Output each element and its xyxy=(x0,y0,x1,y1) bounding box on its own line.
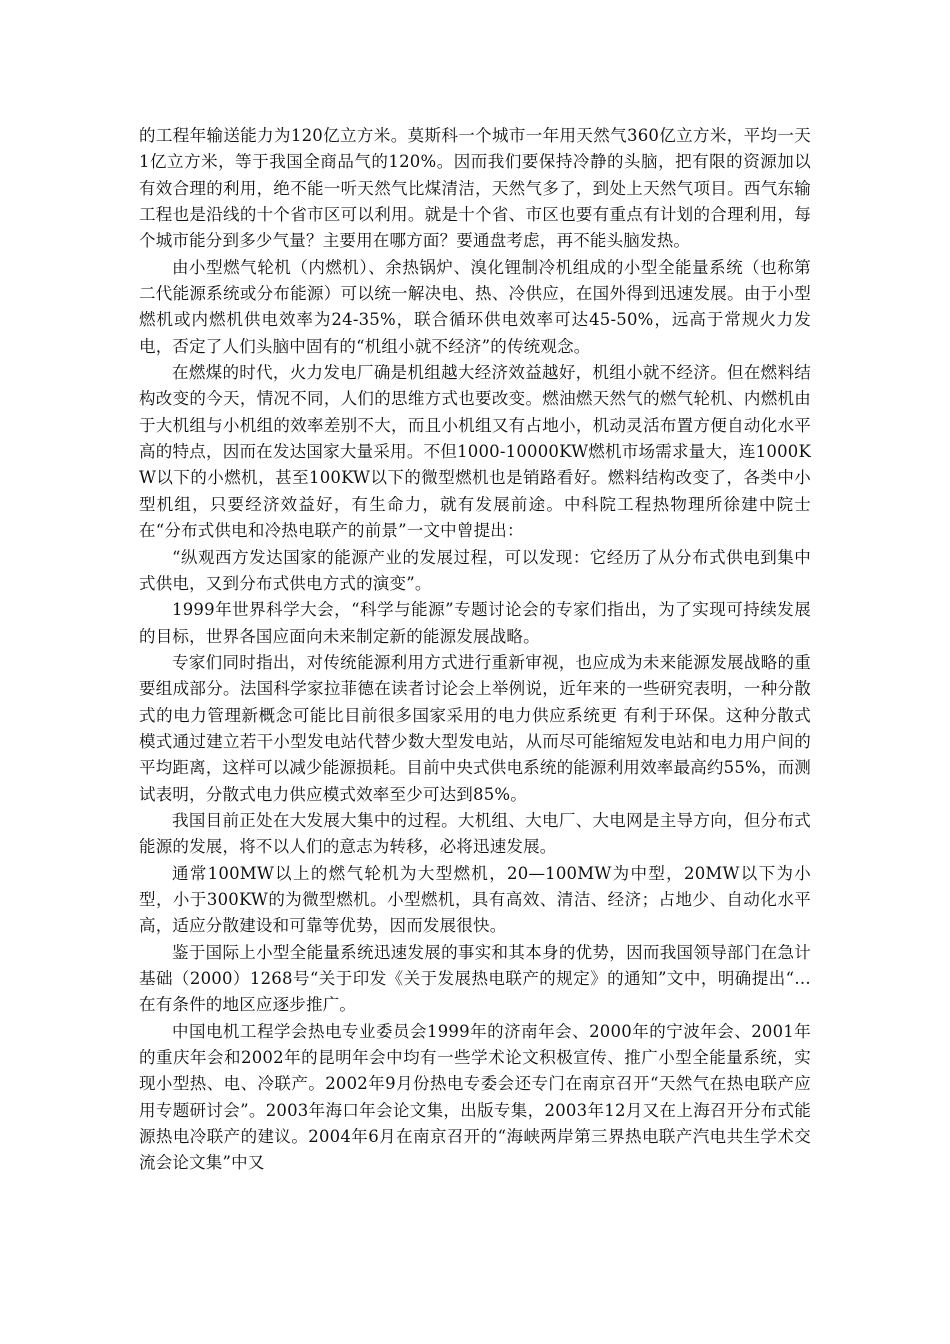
paragraph-1: 的工程年输送能力为120亿立方米。莫斯科一个城市一年用天然气360亿立方米，平均一天1亿立方米，等于我国全商品气的120%。因而我们要保持冷静的头脑，把有限的资源加以有效合理的利用，绝不能一听天然气比煤清洁，天然气多了，到处上天然气项目。西气东输工程也是沿线的十个省市区可以利用。就是十个省、市区也要有重点有计划的合理利用，每个城市能分到多少气量？主要用在哪方面？要通盘考虑，再不能头脑发热。 xyxy=(139,126,811,251)
paragraph-5: 1999年世界科学大会，“科学与能源”专题讨论会的专家们指出，为了实现可持续发展的目标，世界各国应面向未来制定新的能源发展战略。 xyxy=(139,600,811,646)
document-page xyxy=(139,123,811,1177)
paragraph-10: 中国电机工程学会热电专业委员会1999年的济南年会、2000年的宁波年会、2001年的重庆年会和2002年的昆明年会中均有一些学术论文积极宣传、推广小型全能量系统，实现小型热、电、冷联产。2002年9月份热电专委会还专门在南京召开“天然气在热电联产应用专题研讨会”。2003年海口年会论文集，出版专集，2003年12月又在上海召开分布式能源热电冷联产的建议。2004年6月在南京召开的“海峡两岸第三界热电联产汽电共生学术交流会论文集”中又 xyxy=(139,1021,811,1173)
paragraph-4-quote: “纵观西方发达国家的能源产业的发展过程，可以发现：它经历了从分布式供电到集中式供电，又到分布式供电方式的演变”。 xyxy=(139,547,811,593)
paragraph-9: 鉴于国际上小型全能量系统迅速发展的事实和其本身的优势，因而我国领导部门在急计基础（2000）1268号“关于印发《关于发展热电联产的规定》的通知”文中，明确提出“…在有条件的地区应逐步推广。 xyxy=(139,942,811,1015)
paragraph-3: 在燃煤的时代，火力发电厂确是机组越大经济效益越好，机组小就不经济。但在燃料结构改变的今天，情况不同，人们的思维方式也要改变。燃油燃天然气的燃气轮机、内燃机由于大机组与小机组的效率差别不大，而且小机组又有占地小，机动灵活布置方便自动化水平高的特点，因而在发达国家大量采用。不但1000-10000KW燃机市场需求量大，连1000KW以下的小燃机，甚至100KW以下的微型燃机也是销路看好。燃料结构改变了，各类中小型机组，只要经济效益好，有生命力，就有发展前途。中科院工程热物理所徐建中院士在“分布式供电和冷热电联产的前景”一文中曾提出： xyxy=(139,363,811,541)
paragraph-2: 由小型燃气轮机（内燃机）、余热锅炉、溴化锂制冷机组成的小型全能量系统（也称第二代能源系统或分布能源）可以统一解决电、热、冷供应，在国外得到迅速发展。由于小型燃机或内燃机供电效率为24-35%，联合循环供电效率可达45-50%，远高于常规火力发电，否定了人们头脑中固有的“机组小就不经济”的传统观念。 xyxy=(139,257,811,356)
paragraph-6: 专家们同时指出，对传统能源利用方式进行重新审视，也应成为未来能源发展战略的重要组成部分。法国科学家拉菲德在读者讨论会上举例说，近年来的一些研究表明，一种分散式的电力管理新概念可能比目前很多国家采用的电力供应系统更 有利于环保。这种分散式模式通过建立若干小型发电站代替少数大型发电站，从而尽可能缩短发电站和电力用户间的平均距离，这样可以减少能源损耗。目前中央式供电系统的能源利用效率最高约55%，而测试表明，分散式电力供应模式效率至少可达到85%。 xyxy=(139,652,811,804)
paragraph-7: 我国目前正处在大发展大集中的过程。大机组、大电厂、大电网是主导方向，但分布式能源的发展，将不以人们的意志为转移，必将迅速发展。 xyxy=(139,810,811,857)
paragraph-8: 通常100MW以上的燃气轮机为大型燃机，20—100MW为中型，20MW以下为小型，小于300KW的为微型燃机。小型燃机，具有高效、清洁、经济；占地少、自动化水平高，适应分散建设和可靠等优势，因而发展很快。 xyxy=(139,863,811,936)
